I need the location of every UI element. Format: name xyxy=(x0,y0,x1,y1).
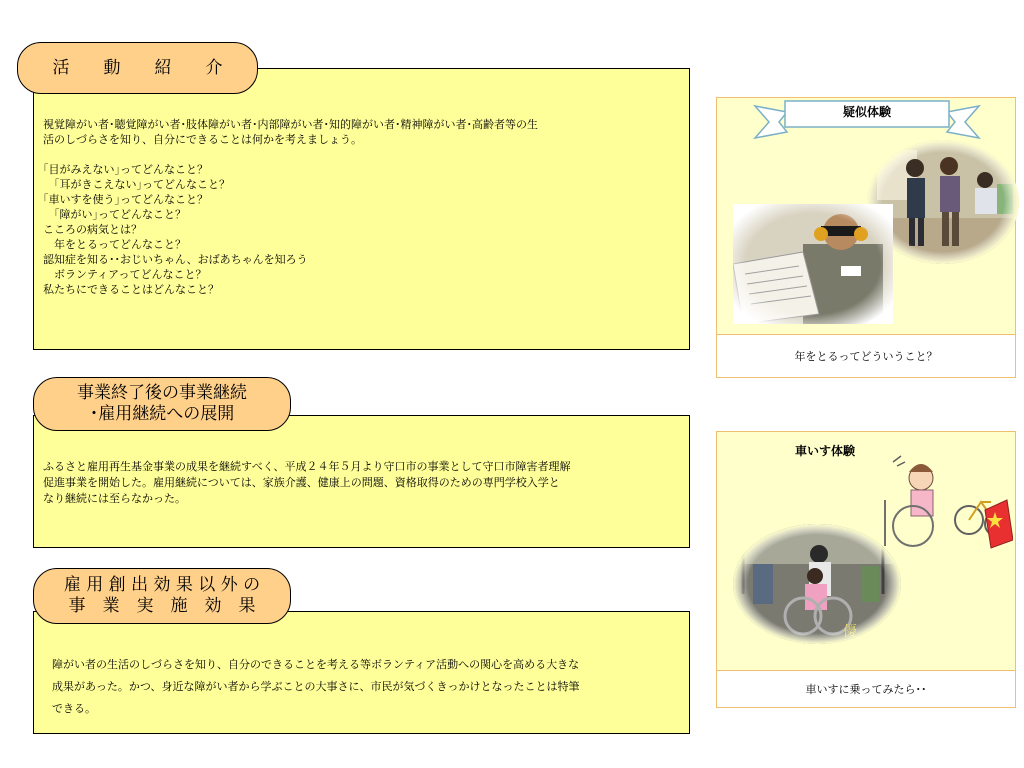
activity-intro-text xyxy=(43,117,683,297)
text-line: 視覚障がい者･聴覚障がい者･肢体障がい者･内部障がい者･知的障がい者･精神障がい者･高齢者等の生 xyxy=(43,118,538,131)
text-line xyxy=(43,147,683,162)
text-line: ボランティアってどんなこと？ xyxy=(43,268,207,281)
text-line: こころの病気とは？ xyxy=(43,223,142,236)
goggles-photo xyxy=(733,204,893,324)
simulation-panel xyxy=(716,97,1016,378)
text-line: ｢車いすを使う｣ってどんなこと？ xyxy=(43,193,208,206)
text-line: 障がい者の生活のしづらさを知り、自分のできることを考える等ボランティア活動への関心を高める大きな xyxy=(52,658,580,671)
text-line: できる。 xyxy=(52,702,96,715)
simulation-caption: 年をとるってどういうこと？ xyxy=(717,334,1015,377)
effects-tab xyxy=(33,568,291,624)
text-line: ふるさと雇用再生基金事業の成果を継続すべく、平成２４年５月より守口市の事業として守口市障害者理解 xyxy=(43,460,571,473)
ribbon-label: 疑似体験 xyxy=(842,105,891,119)
continuation-title-line2: ･雇用継続への展開 xyxy=(89,404,235,424)
text-line: 認知症を知る･･おじいちゃん、おばあちゃんを知ろう xyxy=(43,253,308,266)
activity-intro-title: 活 動 紹 介 xyxy=(52,57,223,78)
text-line: 私たちにできることはどんなこと？ xyxy=(43,283,219,296)
effects-title-line1: 雇 用 創 出 効 果 以 外 の xyxy=(63,575,261,595)
text-line: ｢耳がきこえない｣ってどんなこと？ xyxy=(43,178,230,191)
wheelchair-caption: 車いすに乗ってみたら･･ xyxy=(717,670,1015,707)
text-line: なり継続には至らなかった。 xyxy=(43,492,186,505)
continuation-tab xyxy=(33,377,291,431)
text-line: 年をとるってどんなこと？ xyxy=(43,238,186,251)
wheelchair-photo xyxy=(733,524,901,644)
text-line: 活のしづらさを知り、自分にできることは何かを考えましょう。 xyxy=(43,133,362,146)
text-line: 促進事業を開始した。雇用継続については、家族介護、健康上の問題、資格取得のための専門学校入学と xyxy=(43,476,560,489)
wheelchair-title: 車いす体験 xyxy=(795,444,856,458)
continuation-text xyxy=(43,459,683,507)
effects-title-line2: 事 業 実 施 効 果 xyxy=(68,596,256,616)
wheelchair-illustration-icon xyxy=(873,450,1013,550)
continuation-title-line1: 事業終了後の事業継続 xyxy=(77,383,247,403)
text-line: ｢障がい｣ってどんなこと？ xyxy=(43,208,186,221)
effects-text xyxy=(52,654,687,720)
activity-intro-tab xyxy=(17,42,258,94)
text-line: 成果があった。かつ、身近な障がい者から学ぶことの大事さに、市民が気づくきっかけとなったことは特筆 xyxy=(52,680,580,693)
wheelchair-panel xyxy=(716,431,1016,708)
text-line: ｢目がみえない｣ってどんなこと？ xyxy=(43,163,208,176)
